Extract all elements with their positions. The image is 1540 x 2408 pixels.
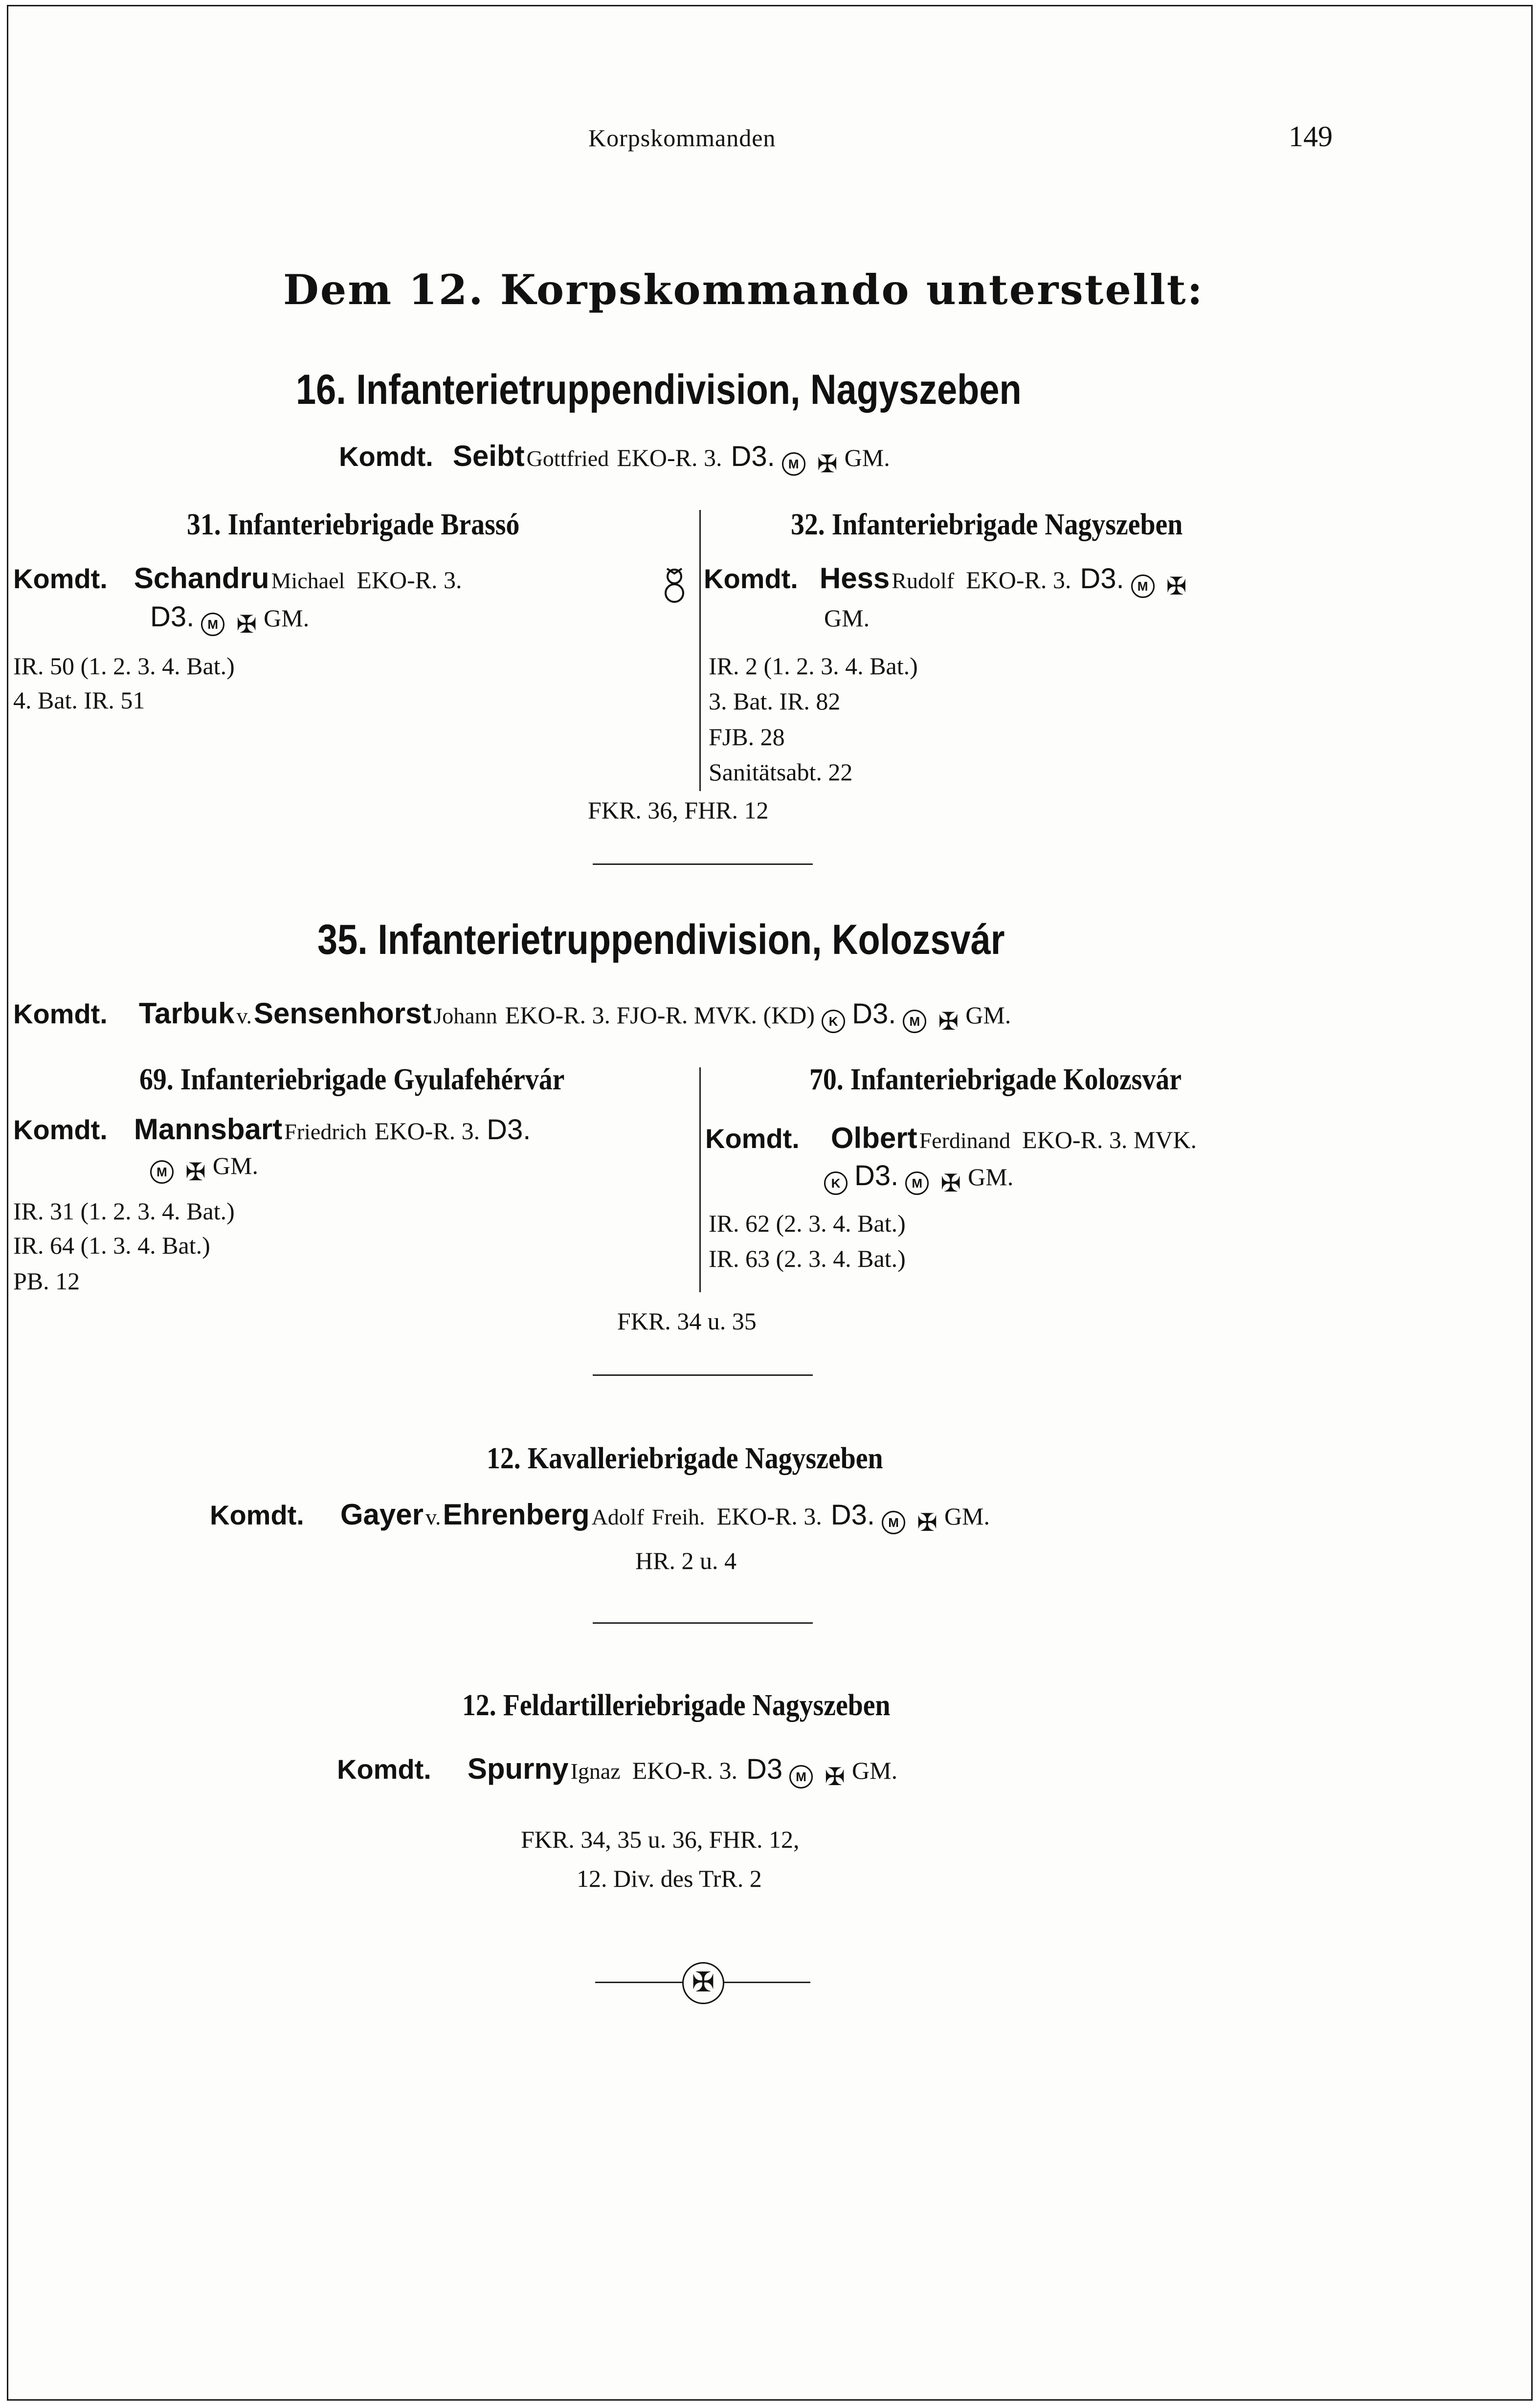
- division-16-footer: FKR. 36, FHR. 12: [588, 796, 769, 824]
- commander-given-name: Ignaz: [570, 1759, 621, 1784]
- main-title: Dem 12. Korpskommando unterstellt:: [283, 265, 1204, 314]
- decoration-d3: D3.: [731, 441, 775, 472]
- rank: GM.: [965, 1001, 1011, 1029]
- decoration-eko: EKO-R. 3.: [374, 1117, 480, 1145]
- rank: GM.: [852, 1757, 898, 1784]
- rank: GM.: [944, 1502, 990, 1530]
- commander-surname: Tarbuk: [138, 997, 235, 1030]
- unit-line: PB. 12: [13, 1267, 80, 1295]
- cross-icon: ✠: [917, 1509, 937, 1537]
- commander-surname: Gayer: [340, 1498, 424, 1531]
- brigade-31-decorations: [150, 600, 309, 639]
- decoration-eko: EKO-R. 3.: [716, 1502, 822, 1530]
- section-rule: [593, 1374, 813, 1376]
- cavalry-commander: [210, 1498, 990, 1537]
- commander-surname-2: Ehrenberg: [443, 1498, 590, 1531]
- brigade-31-commander: [13, 561, 462, 595]
- cross-icon: ✠: [1166, 573, 1187, 600]
- unit-line: FJB. 28: [709, 723, 785, 751]
- artillery-units-line-1: FKR. 34, 35 u. 36, FHR. 12,: [521, 1826, 800, 1853]
- noble-title: Freih.: [651, 1504, 705, 1529]
- running-title: Korpskommanden: [588, 124, 776, 152]
- cross-icon: ✠: [940, 1170, 961, 1197]
- m-badge-icon: M: [782, 452, 805, 476]
- rank: GM.: [824, 604, 870, 632]
- komdt-label: Komdt.: [339, 441, 433, 472]
- order-knot-icon: [661, 564, 688, 608]
- m-badge-icon: M: [201, 613, 224, 636]
- commander-given-name: Johann: [433, 1003, 497, 1028]
- k-badge-icon: K: [822, 1010, 845, 1033]
- cross-icon: ✠: [825, 1763, 846, 1791]
- brigade-70-decorations: [819, 1159, 1013, 1197]
- komdt-label: Komdt.: [210, 1500, 304, 1530]
- rank: GM.: [264, 604, 310, 632]
- cavalry-units: HR. 2 u. 4: [635, 1547, 737, 1574]
- ornament-cross-icon: ✠: [682, 1962, 724, 2004]
- cross-icon: ✠: [938, 1008, 959, 1036]
- brigade-31-title: 31. Infanteriebrigade Brassó: [187, 508, 520, 541]
- decoration-eko: EKO-R. 3.: [357, 566, 462, 594]
- commander-surname: Spurny: [467, 1752, 569, 1785]
- artillery-brigade-title: 12. Feldartilleriebrigade Nagyszeben: [462, 1689, 891, 1722]
- m-badge-icon: M: [150, 1160, 174, 1184]
- decoration-eko: EKO-R. 3. MVK.: [1022, 1126, 1197, 1153]
- m-badge-icon: M: [789, 1765, 813, 1789]
- unit-line: IR. 64 (1. 3. 4. Bat.): [13, 1232, 210, 1259]
- komdt-label: Komdt.: [705, 1123, 800, 1154]
- unit-line: 4. Bat. IR. 51: [13, 686, 145, 714]
- decoration-d3: D3.: [854, 1160, 899, 1192]
- brigade-69-title: 69. Infanteriebrigade Gyulafehérvár: [139, 1063, 565, 1096]
- page-number: 149: [1289, 120, 1333, 153]
- brigade-70-title: 70. Infanteriebrigade Kolozsvár: [809, 1063, 1182, 1096]
- artillery-commander: [337, 1752, 897, 1791]
- decoration-d3: D3.: [487, 1114, 531, 1146]
- division-35-title: 35. Infanterietruppendivision, Kolozsvár: [317, 916, 1005, 963]
- brigade-70-commander: [705, 1121, 1197, 1155]
- brigade-69-decorations: [145, 1151, 258, 1186]
- section-rule: [593, 1622, 813, 1624]
- division-35-footer: FKR. 34 u. 35: [617, 1307, 757, 1335]
- unit-line: IR. 63 (2. 3. 4. Bat.): [709, 1245, 906, 1272]
- unit-line: IR. 31 (1. 2. 3. 4. Bat.): [13, 1197, 235, 1225]
- brigade-32-commander: [704, 561, 1192, 600]
- m-badge-icon: M: [882, 1511, 905, 1534]
- unit-line: IR. 2 (1. 2. 3. 4. Bat.): [709, 652, 918, 680]
- unit-line: 3. Bat. IR. 82: [709, 687, 841, 715]
- cross-icon: ✠: [185, 1158, 206, 1186]
- komdt-label: Komdt.: [13, 1114, 108, 1145]
- commander-given-name: Adolf: [591, 1504, 644, 1529]
- rank: GM.: [844, 444, 890, 471]
- k-badge-icon: K: [824, 1171, 848, 1195]
- section-rule: [593, 863, 813, 865]
- name-particle: v.: [425, 1504, 441, 1529]
- column-divider: [699, 1067, 701, 1292]
- unit-line: IR. 50 (1. 2. 3. 4. Bat.): [13, 652, 235, 680]
- komdt-label: Komdt.: [337, 1754, 431, 1785]
- m-badge-icon: M: [1131, 574, 1155, 598]
- brigade-32-title: 32. Infanteriebrigade Nagyszeben: [791, 508, 1183, 541]
- division-16-title: 16. Infanterietruppendivision, Nagyszeben: [296, 366, 1022, 413]
- artillery-units-line-2: 12. Div. des TrR. 2: [577, 1865, 762, 1892]
- komdt-label: Komdt.: [704, 563, 798, 594]
- book-page: [7, 5, 1533, 2401]
- decorations: EKO-R. 3. FJO-R. MVK. (KD): [505, 1001, 815, 1029]
- division-16-commander: [339, 439, 890, 478]
- rank: GM.: [212, 1152, 258, 1179]
- decoration-d3: D3.: [830, 1499, 875, 1531]
- column-divider: [699, 510, 701, 791]
- komdt-label: Komdt.: [13, 998, 108, 1029]
- cavalry-brigade-title: 12. Kavalleriebrigade Nagyszeben: [487, 1442, 883, 1475]
- m-badge-icon: M: [903, 1010, 926, 1033]
- cross-icon: ✠: [236, 611, 257, 639]
- decoration-eko: EKO-R. 3.: [632, 1757, 737, 1784]
- decoration-d3: D3.: [1080, 563, 1124, 595]
- commander-given-name: Michael: [271, 568, 345, 593]
- decoration-eko: EKO-R. 3.: [966, 566, 1071, 594]
- commander-surname-2: Sensenhorst: [253, 997, 432, 1030]
- unit-line: IR. 62 (2. 3. 4. Bat.): [709, 1210, 906, 1237]
- commander-given-name: Rudolf: [892, 568, 955, 593]
- decoration-d3: D3.: [150, 601, 195, 633]
- decoration-d3: D3.: [852, 998, 896, 1030]
- commander-given-name: Friedrich: [284, 1119, 367, 1144]
- division-35-commander: [13, 996, 1011, 1036]
- commander-surname: Schandru: [134, 562, 269, 595]
- commander-given-name: Ferdinand: [919, 1128, 1011, 1153]
- commander-surname: Olbert: [830, 1122, 917, 1154]
- decoration-eko: EKO-R. 3.: [617, 444, 722, 471]
- m-badge-icon: M: [905, 1171, 929, 1195]
- brigade-69-commander: [13, 1112, 531, 1146]
- commander-surname: Seibt: [452, 440, 525, 472]
- commander-surname: Hess: [819, 562, 890, 595]
- unit-line: Sanitätsabt. 22: [709, 758, 853, 786]
- name-particle: v.: [236, 1003, 252, 1028]
- komdt-label: Komdt.: [13, 563, 108, 594]
- rank: GM.: [968, 1163, 1014, 1191]
- cross-icon: ✠: [817, 450, 838, 478]
- decoration-d3: D3: [746, 1753, 783, 1785]
- commander-surname: Mannsbart: [134, 1113, 283, 1146]
- commander-given-name: Gottfried: [526, 446, 609, 471]
